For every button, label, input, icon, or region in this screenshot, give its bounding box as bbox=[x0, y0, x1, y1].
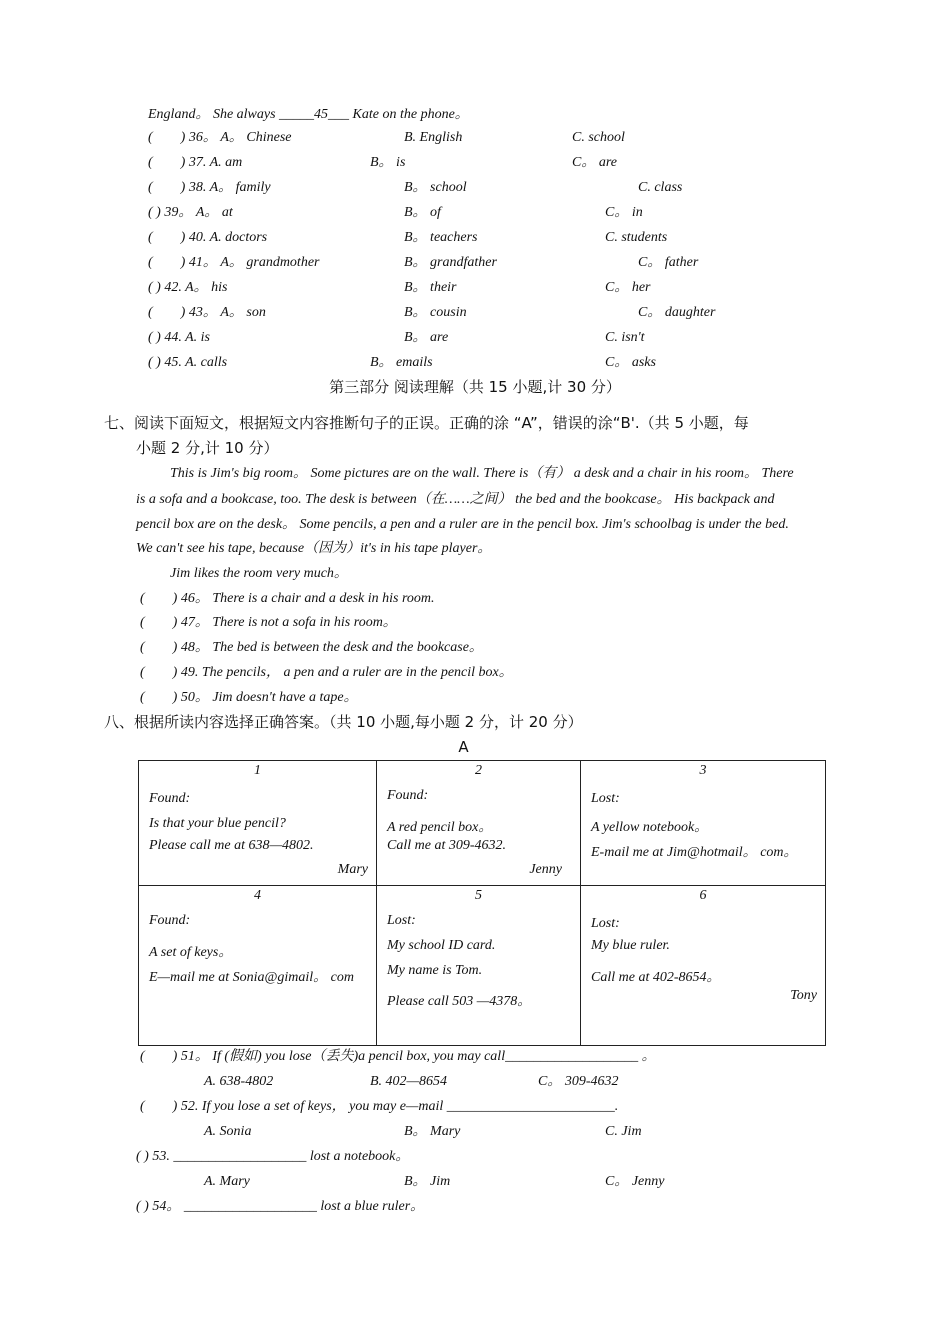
cloze-q36: ( ) 36。 A。 Chinese bbox=[148, 130, 292, 145]
passage-line-1: This is Jim's big room。 Some pictures are on the wall. There is（有） a desk and a chair in his room。 There bbox=[170, 466, 794, 481]
notice-number: 4 bbox=[254, 888, 261, 903]
cloze-q39: ( ) 39。 A。 at bbox=[148, 205, 233, 220]
cloze-q42: ( ) 42. A。 his bbox=[148, 280, 228, 295]
cloze-q45-b: B。 emails bbox=[370, 355, 433, 370]
mc-question-51-a: A. 638-4802 bbox=[204, 1074, 274, 1089]
tf-question-48: ( ) 48。 The bed is between the desk and the bookcase。 bbox=[140, 640, 483, 655]
mc-question-53-c: C。 Jenny bbox=[605, 1174, 665, 1189]
section7-heading-line2: 小题 2 分,计 10 分） bbox=[136, 439, 279, 457]
notice-5 bbox=[377, 886, 581, 1046]
notice-2 bbox=[377, 761, 581, 886]
mc-question-54: ( ) 54。 ___________________ lost a blue ruler。 bbox=[136, 1199, 425, 1214]
cloze-tail-line: England。 She always _____45___ Kate on the phone。 bbox=[148, 107, 469, 122]
passage-line-4: We can't see his tape, because（因为）it's in his tape player。 bbox=[136, 541, 492, 556]
cloze-q38: ( ) 38. A。 family bbox=[148, 180, 271, 195]
notice-number: 6 bbox=[699, 888, 707, 903]
notice-6 bbox=[581, 886, 826, 1046]
cloze-q44-b: B。 are bbox=[404, 330, 449, 345]
notice-1 bbox=[139, 761, 377, 886]
notice-signature: Mary bbox=[337, 862, 368, 877]
notice-line: Found: bbox=[149, 791, 191, 806]
notice-line: My school ID card. bbox=[387, 938, 496, 953]
passage-line-5: Jim likes the room very much。 bbox=[170, 566, 348, 581]
notice-line: Is that your blue pencil? bbox=[149, 816, 286, 831]
notice-3 bbox=[581, 761, 826, 886]
passage-line-3: pencil box are on the desk。 Some pencils, a pen and a ruler are in the pencil box. Jim's schoolbag is under the bed. bbox=[136, 517, 789, 532]
notice-line: Found: bbox=[387, 788, 429, 803]
cloze-q43-c: C。 daughter bbox=[638, 305, 716, 320]
mc-question-52-a: A. Sonia bbox=[204, 1124, 252, 1139]
cloze-q44-c: C. isn't bbox=[605, 330, 645, 345]
tf-question-49: ( ) 49. The pencils， a pen and a ruler are in the pencil box。 bbox=[140, 665, 513, 680]
cloze-q37-c: C。 are bbox=[572, 155, 617, 170]
mc-question-53-b: B。 Jim bbox=[404, 1174, 451, 1189]
section8-heading: 八、根据所读内容选择正确答案。（共 10 小题,每小题 2 分，计 20 分） bbox=[104, 713, 583, 731]
mc-question-53-a: A. Mary bbox=[204, 1174, 250, 1189]
cloze-q45: ( ) 45. A. calls bbox=[148, 355, 228, 370]
cloze-q40: ( ) 40. A. doctors bbox=[148, 230, 268, 245]
notice-signature: Tony bbox=[790, 988, 817, 1003]
notice-number: 5 bbox=[475, 888, 482, 903]
notice-line: Found: bbox=[149, 913, 191, 928]
notice-line: Call me at 309-4632. bbox=[387, 838, 506, 853]
notice-line: Lost: bbox=[387, 913, 416, 928]
cloze-q39-c: C。 in bbox=[605, 205, 643, 220]
cloze-q38-b: B。 school bbox=[404, 180, 467, 195]
notice-line: Lost: bbox=[591, 791, 620, 806]
notices-table bbox=[138, 760, 826, 1046]
cloze-q41: ( ) 41。 A。 grandmother bbox=[148, 255, 320, 270]
notice-4 bbox=[139, 886, 377, 1046]
cloze-q40-b: B。 teachers bbox=[404, 230, 478, 245]
cloze-q40-c: C. students bbox=[605, 230, 668, 245]
passage-line-2: is a sofa and a bookcase, too. The desk is between（在……之间） the bed and the bookcase。 His backpack and bbox=[136, 492, 775, 507]
mc-question-51: ( ) 51。 If (假如) you lose（丢失)a pencil box, you may call___________________ 。 bbox=[140, 1049, 656, 1064]
tf-question-46: ( ) 46。 There is a chair and a desk in his room. bbox=[140, 591, 435, 606]
cloze-q45-c: C。 asks bbox=[605, 355, 656, 370]
notice-line: E—mail me at Sonia@gimail。 com bbox=[149, 970, 354, 985]
mc-question-51-c: C。 309-4632 bbox=[538, 1074, 619, 1089]
cloze-q41-c: C。 father bbox=[638, 255, 699, 270]
section7-heading-line1: 七、阅读下面短文，根据短文内容推断句子的正误。正确的涂 “A”，错误的涂“B'.（共 5 小题，每 bbox=[104, 414, 749, 432]
mc-question-52: ( ) 52. If you lose a set of keys， you may e—mail ________________________. bbox=[140, 1099, 619, 1114]
notice-number: 1 bbox=[254, 763, 261, 778]
passage-a-label: A bbox=[458, 738, 469, 756]
notice-line: Call me at 402-8654。 bbox=[591, 970, 721, 985]
mc-question-51-b: B. 402—8654 bbox=[370, 1074, 447, 1089]
cloze-q42-c: C。 her bbox=[605, 280, 651, 295]
notice-signature: Jenny bbox=[529, 862, 562, 877]
mc-question-52-c: C. Jim bbox=[605, 1124, 642, 1139]
tf-question-47: ( ) 47。 There is not a sofa in his room。 bbox=[140, 615, 397, 630]
cloze-q44: ( ) 44. A. is bbox=[148, 330, 210, 345]
notice-number: 2 bbox=[475, 763, 482, 778]
tf-question-50: ( ) 50。 Jim doesn't have a tape。 bbox=[140, 690, 358, 705]
cloze-q43: ( ) 43。 A。 son bbox=[148, 305, 266, 320]
notice-line: Please call 503 —4378。 bbox=[387, 994, 532, 1009]
mc-question-53: ( ) 53. ___________________ lost a notebook。 bbox=[136, 1149, 410, 1164]
cloze-q36-c: C. school bbox=[572, 130, 625, 145]
notice-line: A set of keys。 bbox=[149, 945, 233, 960]
notice-line: Please call me at 638—4802. bbox=[149, 838, 314, 853]
part3-title: 第三部分 阅读理解（共 15 小题,计 30 分） bbox=[329, 378, 621, 396]
notice-line: E-mail me at Jim@hotmail。 com。 bbox=[591, 845, 798, 860]
notice-line: A yellow notebook。 bbox=[591, 820, 709, 835]
cloze-q36-b: B. English bbox=[404, 130, 463, 145]
notice-line: My name is Tom. bbox=[387, 963, 483, 978]
mc-question-52-b: B。 Mary bbox=[404, 1124, 461, 1139]
cloze-q37-b: B。 is bbox=[370, 155, 406, 170]
cloze-q38-c: C. class bbox=[638, 180, 683, 195]
notice-number: 3 bbox=[699, 763, 707, 778]
cloze-q37: ( ) 37. A. am bbox=[148, 155, 243, 170]
notice-line: My blue ruler. bbox=[591, 938, 670, 953]
cloze-q42-b: B。 their bbox=[404, 280, 457, 295]
notice-line: Lost: bbox=[591, 916, 620, 931]
notice-line: A red pencil box。 bbox=[387, 820, 493, 835]
cloze-q39-b: B。 of bbox=[404, 205, 441, 220]
cloze-q43-b: B。 cousin bbox=[404, 305, 467, 320]
cloze-q41-b: B。 grandfather bbox=[404, 255, 497, 270]
